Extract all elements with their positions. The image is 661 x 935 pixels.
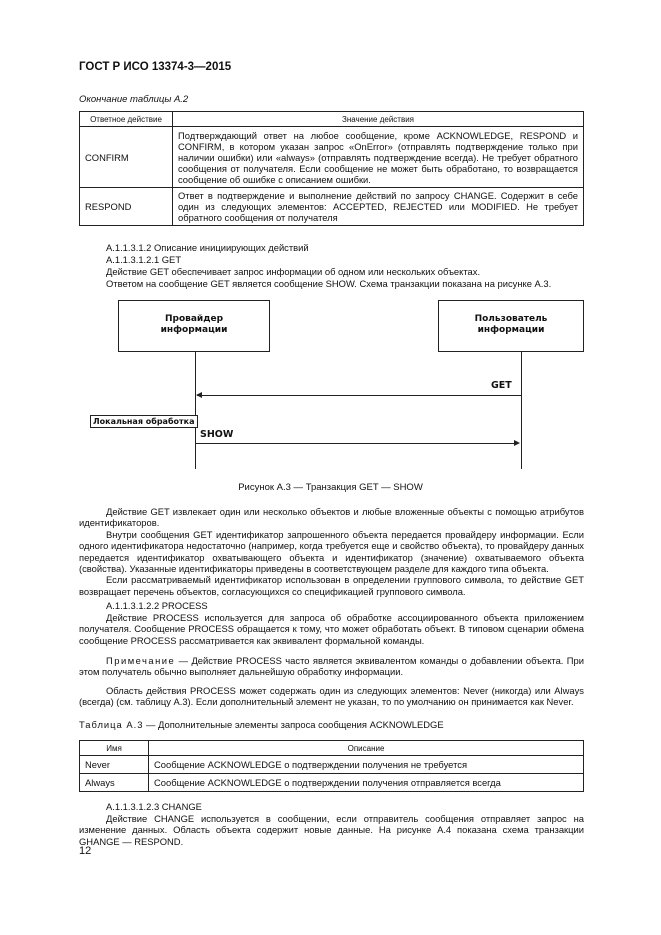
table-title-text: — Дополнительные элементы запроса сообщения ACKNOWLEDGE: [143, 719, 444, 730]
show-arrow-line: [195, 443, 514, 444]
provider-box: [118, 300, 270, 352]
user-label: информации: [477, 325, 545, 335]
provider-lifeline: [195, 351, 196, 469]
page-number: 12: [79, 845, 92, 857]
paragraph: Действие PROCESS используется для запроса об обработке ассоциированного объекта приложением получателя. Сообщение PROCESS обращается к тому, что может обработать объект. В типовом сценарии обмена сообщение PROCESS рассматривается как эквивалент формальной команды.: [79, 612, 584, 646]
get-arrow-line: [197, 395, 521, 396]
section-heading: А.1.1.3.1.2.3 CHANGE: [106, 801, 202, 812]
table-a3-title: [79, 719, 444, 730]
body-line: Ответом на сообщение GET является сообщение SHOW. Схема транзакции показана на рисунке А.3.: [106, 278, 552, 289]
user-box: [438, 300, 584, 352]
paragraph: Область действия PROCESS может содержать один из следующих элементов: Never (никогда) или Always (всегда) (см. таблицу А.3). Если дополнительный элемент не указан, то по умолчанию он принимается как Never.: [79, 685, 584, 708]
table-row: [80, 756, 584, 774]
note-label: Примечание: [106, 655, 176, 666]
arrow-right-icon: [514, 440, 520, 446]
paragraph: Внутри сообщения GET идентификатор запрошенного объекта передается провайдеру информации. Если одного идентификатора недостаточно (например, когда требуется еще и свойство объекта), то провайдеру данных передается идентификатор охватывающего объекта и идентификатор (значение) охватываемого объекта (свойства). Указанные идентификаторы приведены в соответствующем разделе для каждого типа объекта.: [79, 528, 584, 575]
note: [79, 655, 584, 678]
element-name: Always: [80, 774, 149, 792]
column-header-description: Описание: [149, 741, 584, 756]
user-lifeline: [521, 351, 522, 469]
column-header-value: Значение действия: [173, 112, 584, 127]
table-row: [80, 774, 584, 792]
table-a2: [79, 111, 584, 226]
provider-label: информации: [160, 325, 228, 335]
element-description: Сообщение ACKNOWLEDGE о подтверждении получения отправляется всегда: [149, 774, 584, 792]
section-heading: А.1.1.3.1.2.1 GET: [106, 254, 182, 265]
body-line: Действие GET обеспечивает запрос информации об одном или нескольких объектах.: [106, 266, 481, 277]
action-description: Подтверждающий ответ на любое сообщение, кроме ACKNOWLEDGE, RESPOND и CONFIRM, в котором указан запрос «OnError» (отправлять подтверждение только при наличии ошибки) или «always» (отправлять подтверждение всегда). Не требует обратного сообщения от получателя. Если сообщение не может быть обработано, то возвращается сообщение об ошибке с описанием ошибки.: [173, 127, 584, 188]
element-description: Сообщение ACKNOWLEDGE о подтверждении получения не требуется: [149, 756, 584, 774]
action-name: CONFIRM: [80, 127, 173, 188]
paragraph: Действие GET извлекает один или несколько объектов и любые вложенные объекты с помощью атрибутов идентификаторов.: [79, 506, 584, 529]
table-row: [80, 127, 584, 188]
table-row: [80, 188, 584, 226]
section-heading: А.1.1.3.1.2.2 PROCESS: [106, 600, 208, 611]
get-message-label: GET: [491, 380, 512, 391]
arrow-left-icon: [196, 392, 202, 398]
element-name: Never: [80, 756, 149, 774]
table-label: Таблица А.3: [79, 719, 144, 730]
document-header: ГОСТ Р ИСО 13374-3—2015: [79, 61, 232, 73]
action-description: Ответ в подтверждение и выполнение действий по запросу CHANGE. Содержит в себе один из следующих элементов: ACCEPTED, REJECTED или MODIFIED. Не требует обратного сообщения от получателя: [173, 188, 584, 226]
user-label: Пользователь: [474, 314, 548, 324]
figure-caption: Рисунок А.3 — Транзакция GET — SHOW: [238, 482, 423, 493]
action-name: RESPOND: [80, 188, 173, 226]
table-header-row: [80, 112, 584, 127]
column-header-name: Имя: [80, 741, 149, 756]
column-header-action: Ответное действие: [80, 112, 173, 127]
paragraph: Действие CHANGE используется в сообщении, если отправитель сообщения отправляет запрос на изменение данных. Область объекта содержит новые данные. На рисунке А.4 показана схема транзакции GHANGE — RESPOND.: [79, 813, 584, 847]
sequence-diagram: [79, 300, 584, 470]
section-heading: А.1.1.3.1.2 Описание инициирующих действий: [106, 242, 309, 253]
table-continuation-label: Окончание таблицы А.2: [79, 94, 189, 105]
table-a3: [79, 740, 584, 792]
provider-label: Провайдер: [164, 314, 224, 324]
table-header-row: [80, 741, 584, 756]
note-text: — Действие PROCESS часто является эквивалентом команды о добавлении объекта. При этом получатель обычно выполняет дальнейшую обработку информации.: [79, 655, 584, 678]
show-message-label: SHOW: [200, 429, 234, 440]
local-processing-box: Локальная обработка: [90, 415, 198, 428]
paragraph: Если рассматриваемый идентификатор использован в определении группового символа, то действие GET возвращает перечень объектов, согласующихся со спецификацией группового символа.: [79, 574, 584, 597]
